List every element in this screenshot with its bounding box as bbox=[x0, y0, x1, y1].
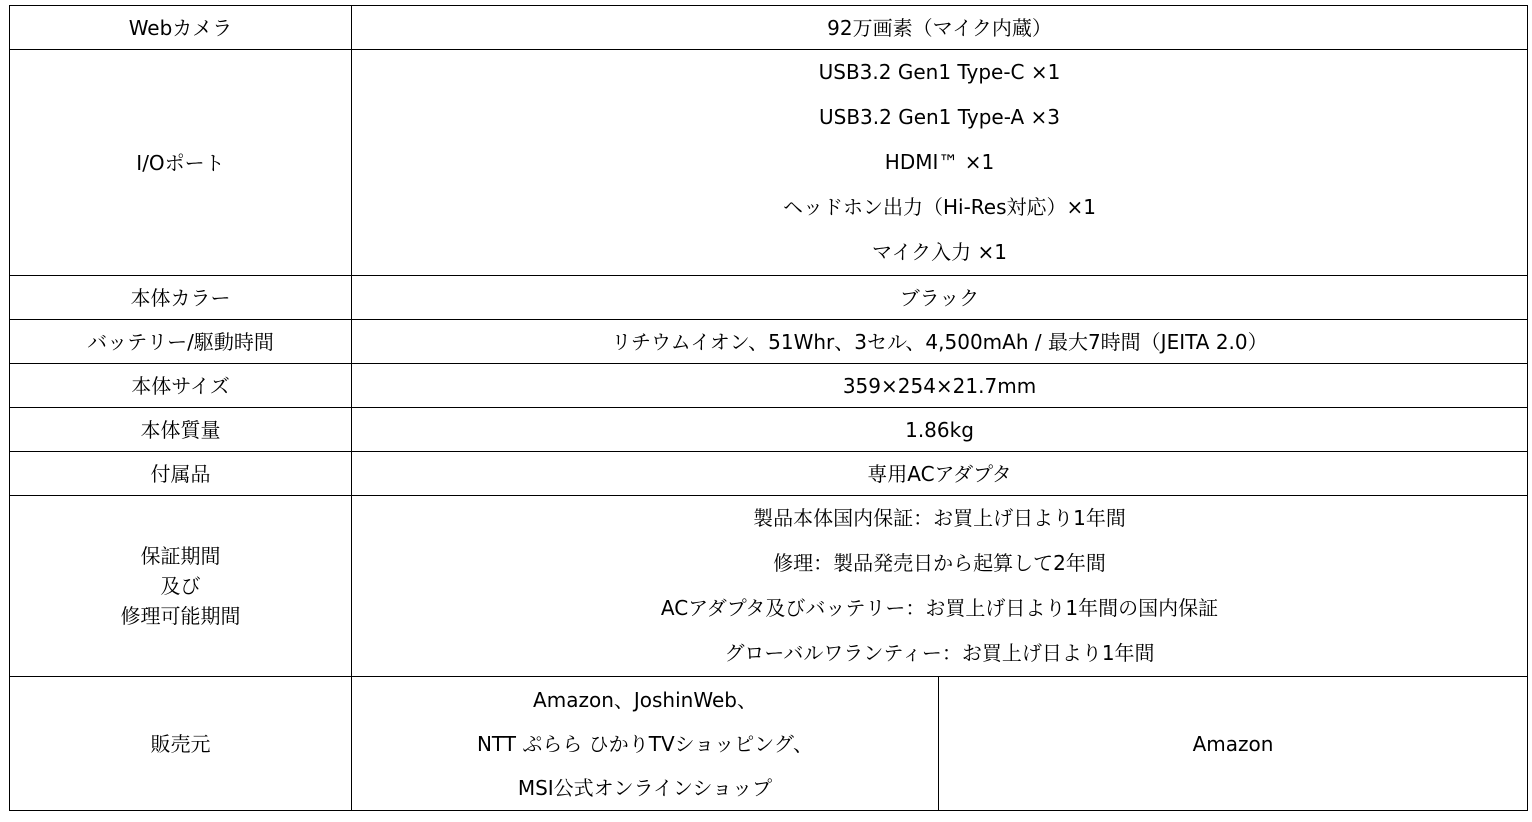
label-weight: 本体質量 bbox=[10, 408, 352, 452]
value-warranty bbox=[352, 496, 1528, 677]
seller-line: Amazon、JoshinWeb、 bbox=[533, 687, 757, 712]
value-size: 359×254×21.7mm bbox=[352, 364, 1528, 408]
value-weight: 1.86kg bbox=[352, 408, 1528, 452]
seller-line: MSI公式オンラインショップ bbox=[517, 775, 773, 800]
value-io-ports bbox=[352, 50, 1528, 276]
row-color bbox=[10, 276, 1528, 320]
warranty-line: グローバルワランティー：お買上げ日より1年間 bbox=[724, 641, 1155, 665]
row-battery bbox=[10, 320, 1528, 364]
value-sellers-a bbox=[352, 677, 939, 811]
label-size: 本体サイズ bbox=[10, 364, 352, 408]
warranty-line: 修理：製品発売日から起算して2年間 bbox=[773, 551, 1106, 575]
port-line: ヘッドホン出力（Hi-Res対応）×1 bbox=[782, 195, 1097, 219]
row-weight bbox=[10, 408, 1528, 452]
port-line: マイク入力 ×1 bbox=[871, 240, 1008, 264]
port-line: HDMI™ ×1 bbox=[884, 150, 995, 174]
warranty-line: ACアダプタ及びバッテリー：お買上げ日より1年間の国内保証 bbox=[660, 596, 1219, 620]
label-webcam: Webカメラ bbox=[10, 6, 352, 50]
spec-table bbox=[9, 5, 1528, 811]
label-warranty bbox=[10, 496, 352, 677]
seller-line: NTT ぷらら ひかりTVショッピング、 bbox=[476, 731, 814, 756]
value-accessories: 専用ACアダプタ bbox=[352, 452, 1528, 496]
port-line: USB3.2 Gen1 Type-C ×1 bbox=[818, 60, 1061, 84]
row-io-ports bbox=[10, 50, 1528, 276]
row-accessories bbox=[10, 452, 1528, 496]
value-color: ブラック bbox=[352, 276, 1528, 320]
value-battery: リチウムイオン、51Whr、3セル、4,500mAh / 最大7時間（JEITA 2.0） bbox=[352, 320, 1528, 364]
label-io-ports: I/Oポート bbox=[10, 50, 352, 276]
row-warranty bbox=[10, 496, 1528, 677]
row-sellers bbox=[10, 677, 1528, 811]
label-warranty-line: 及び bbox=[160, 574, 201, 598]
port-line: USB3.2 Gen1 Type-A ×3 bbox=[818, 105, 1060, 129]
row-size bbox=[10, 364, 1528, 408]
label-accessories: 付属品 bbox=[10, 452, 352, 496]
label-sellers: 販売元 bbox=[10, 677, 352, 811]
label-color: 本体カラー bbox=[10, 276, 352, 320]
warranty-line: 製品本体国内保証：お買上げ日より1年間 bbox=[753, 506, 1126, 530]
value-webcam: 92万画素（マイク内蔵） bbox=[352, 6, 1528, 50]
label-warranty-line: 修理可能期間 bbox=[120, 604, 241, 628]
value-sellers-b: Amazon bbox=[939, 677, 1528, 811]
row-webcam bbox=[10, 6, 1528, 50]
label-warranty-line: 保証期間 bbox=[140, 544, 221, 568]
label-battery: バッテリー/駆動時間 bbox=[10, 320, 352, 364]
